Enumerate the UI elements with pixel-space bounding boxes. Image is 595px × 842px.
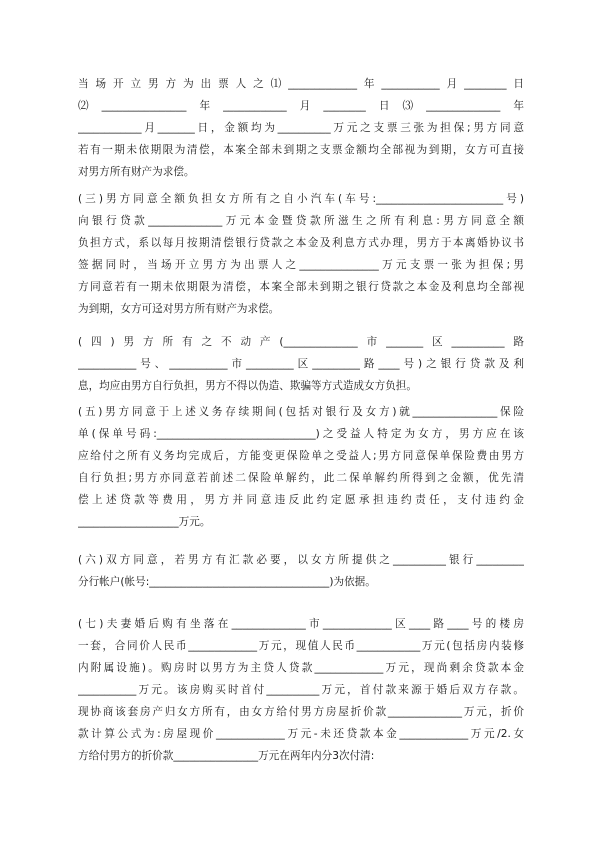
text-line: 分行帐户(帐号:__________________________________)为依据。 (78, 576, 376, 588)
text-line: ___________万元。该房购买时首付__________万元，首付款来源于婚后双方存款。 (78, 684, 524, 696)
text-line: 款计算公式为:房屋现价_____________万元-未还贷款本金_____________万元/2.女 (78, 728, 524, 740)
text-line: 若有一期未依期限为清偿，本案全部未到期之支票金额均全部视为到期，女方可直接 (78, 144, 524, 156)
text-line: (三)男方同意全额负担女方所有之自小汽车(车号:________________________号) (78, 193, 524, 205)
text-line: 自行负担;男方亦同意若前述二保险单解约，此二保单解约所得到之金额，优先清 (78, 472, 524, 484)
text-line: 负担方式，系以每月按期清偿银行贷款之本金及利息方式办理，男方于本离婚协议书 (78, 237, 524, 249)
text-line: (五)男方同意于上述义务存续期间(包括对银行及女方)就________________保险 (78, 406, 524, 418)
text-line: 为到期，女方可迳对男方所有财产为求偿。 (78, 303, 280, 315)
text-line: 一套，合同价人民币_____________万元，现值人民币____________万元(包括房内装修 (78, 640, 524, 652)
para-check-guarantee (78, 73, 524, 183)
text-line: 对男方所有财产为求偿。 (78, 166, 195, 178)
text-line: ⑵________________年____________月________日⑶______________年 (78, 100, 524, 112)
para-five-insurance (78, 401, 524, 533)
text-line: (七)夫妻婚后购有坐落在______________市_____________区____路____号的楼房 (78, 618, 524, 630)
para-four-real-estate (78, 331, 524, 397)
text-line: ___________________万元。 (78, 516, 211, 528)
text-line: 内附属设施)。购房时以男方为主贷人贷款_____________万元，现尚剩余贷款本金 (78, 662, 524, 674)
text-line: 签据同时，当场开立男方为出票人之_______________万元支票一张为担保;男 (78, 259, 524, 271)
text-line: 偿上述贷款等费用，男方并同意违反此约定愿承担违约责任，支付违约金 (78, 494, 524, 506)
text-line: 方给付男方的折价款________________万元在两年内分3次付清: (78, 750, 375, 762)
text-line: 单(保单号码:______________________________)之受益人特定为女方，男方应在该 (78, 428, 524, 440)
text-line: 当场开立男方为出票人之⑴_____________年___________月________日 (78, 78, 524, 90)
text-line: 应给付之所有义务均完成后，方能变更保险单之受益人;男方同意保单保险费由男方 (78, 450, 524, 462)
text-line: ____________月_______日，金额均为__________万元之支票三张为担保;男方同意 (78, 122, 524, 134)
text-line: (四)男方所有之不动产(______________市_______区__________路 (78, 336, 524, 348)
text-line: ___________号、___________市_________区_________路____号)之银行贷款及利 (78, 358, 524, 370)
text-line: 现协商该套房产归女方所有，由女方给付男方房屋折价款______________万元，折价 (78, 706, 524, 718)
text-line: 向银行贷款______________万元本金暨贷款所滋生之所有利息:男方同意全额 (78, 215, 524, 227)
text-line: 息，均应由男方自行负担，男方不得以伪造、欺骗等方式造成女方负担。 (78, 380, 417, 392)
para-seven-house (78, 613, 524, 767)
para-three-car-loan (78, 188, 524, 320)
text-line: 方同意若有一期未依期限为清偿，本案全部未到期之银行贷款之本金及利息均全部视 (78, 281, 524, 293)
text-line: (六)双方同意，若男方有汇款必要，以女方所提供之__________银行_________ (78, 554, 524, 566)
para-six-remittance (78, 549, 524, 593)
